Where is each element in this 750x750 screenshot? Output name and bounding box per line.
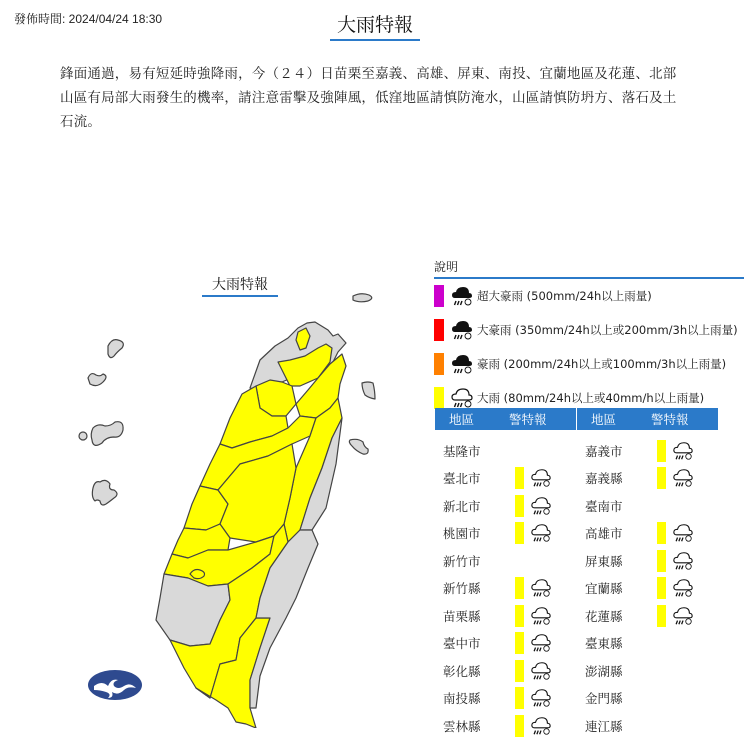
heavy-rain-icon [530, 577, 552, 599]
warning-cell [515, 522, 552, 544]
warning-map [60, 268, 390, 728]
region-name: 桃園市 [443, 526, 481, 542]
legend-item-extremely-torrential [434, 279, 744, 313]
region-name: 臺北市 [443, 471, 481, 487]
region-name: 澎湖縣 [585, 663, 623, 679]
legend-swatch [434, 353, 444, 375]
region-name: 臺南市 [585, 498, 623, 514]
heavy-rain-swatch [657, 577, 666, 599]
table-row [577, 492, 718, 520]
torrential-rain-icon [450, 318, 474, 342]
legend-label: 大豪雨 (350mm/24h以上或200mm/3h以上雨量) [477, 323, 738, 337]
legend [434, 258, 744, 415]
table-row [435, 630, 576, 658]
table-header [435, 408, 576, 430]
warning-cell [657, 440, 694, 462]
cwa-logo [88, 670, 142, 700]
table-row [435, 520, 576, 548]
heavy-rain-icon [530, 605, 552, 627]
legend-swatch [434, 387, 444, 409]
warning-cell [657, 467, 694, 489]
region-name: 宜蘭縣 [585, 581, 623, 597]
legend-swatch [434, 285, 444, 307]
table-row [577, 547, 718, 575]
table-row [577, 630, 718, 658]
extremely-heavy-rain-icon [450, 352, 474, 376]
table-row [577, 657, 718, 685]
header-warning: 警特報 [651, 412, 689, 427]
heavy-rain-swatch [515, 495, 524, 517]
heavy-rain-swatch [657, 605, 666, 627]
table-row [435, 685, 576, 713]
table-row [577, 685, 718, 713]
region-table-left [435, 408, 576, 740]
issue-time: 發佈時間: 2024/04/24 18:30 [14, 12, 163, 26]
legend-item-torrential [434, 313, 744, 347]
warning-cell [657, 605, 694, 627]
region-name: 雲林縣 [443, 718, 481, 734]
heavy-rain-icon [530, 467, 552, 489]
region-table-right [577, 408, 718, 740]
heavy-rain-icon [530, 660, 552, 682]
warning-description: 鋒面通過，易有短延時強降雨，今（２４）日苗栗至嘉義、高雄、屏東、南投、宜蘭地區及花蓮、北部山區有局部大雨發生的機率，請注意雷擊及強陣風，低窪地區請慎防淹水，山區請慎防坍方、落石及土石流。 [60, 66, 677, 130]
warning-cell [515, 660, 552, 682]
island-penghu-5 [92, 480, 117, 505]
table-row [435, 437, 576, 465]
island-penghu-2 [88, 374, 106, 386]
heavy-rain-icon [672, 550, 694, 572]
taiwan-map-svg [60, 268, 390, 728]
warning-cell [515, 605, 552, 627]
region-name: 新竹縣 [443, 581, 481, 597]
warning-cell [515, 632, 552, 654]
heavy-rain-icon [672, 440, 694, 462]
heavy-rain-swatch [657, 550, 666, 572]
table-row [577, 575, 718, 603]
heavy-rain-swatch [515, 605, 524, 627]
table-row [435, 602, 576, 630]
warning-cell [657, 550, 694, 572]
page-title: 大雨特報 [330, 10, 420, 41]
island-pengjia [353, 294, 372, 302]
table-row [577, 712, 718, 740]
region-name: 新竹市 [443, 553, 481, 569]
header-region: 地區 [449, 412, 475, 427]
heavy-rain-swatch [657, 440, 666, 462]
region-name: 苗栗縣 [443, 608, 481, 624]
legend-label: 豪雨 (200mm/24h以上或100mm/3h以上雨量) [477, 357, 727, 371]
heavy-rain-swatch [657, 467, 666, 489]
region-name: 新北市 [443, 498, 481, 514]
region-name: 花蓮縣 [585, 608, 623, 624]
heavy-rain-swatch [515, 632, 524, 654]
legend-swatch [434, 319, 444, 341]
header-warning: 警特報 [509, 412, 547, 427]
island-penghu-3 [79, 432, 87, 440]
table-row [435, 657, 576, 685]
heavy-rain-icon [672, 522, 694, 544]
table-row [435, 547, 576, 575]
heavy-rain-icon [450, 386, 474, 410]
heavy-rain-icon [530, 495, 552, 517]
heavy-rain-swatch [515, 715, 524, 737]
heavy-rain-icon [672, 605, 694, 627]
region-name: 連江縣 [585, 718, 623, 734]
table-body [435, 437, 576, 740]
region-name: 彰化縣 [443, 663, 481, 679]
legend-label: 超大豪雨 (500mm/24h以上雨量) [477, 289, 652, 303]
heavy-rain-swatch [515, 467, 524, 489]
warning-cell [515, 577, 552, 599]
region-name: 南投縣 [443, 691, 481, 707]
heavy-rain-swatch [515, 687, 524, 709]
warning-cell [515, 687, 552, 709]
table-header [577, 408, 718, 430]
region-name: 嘉義縣 [585, 471, 623, 487]
warning-cell [515, 467, 552, 489]
table-row [435, 712, 576, 740]
region-name: 金門縣 [585, 691, 623, 707]
table-row [435, 492, 576, 520]
legend-item-extremely-heavy [434, 347, 744, 381]
island-penghu-1 [108, 340, 123, 358]
island-penghu-4 [91, 422, 123, 446]
warning-cell [657, 577, 694, 599]
region-name: 臺中市 [443, 636, 481, 652]
heavy-rain-swatch [515, 522, 524, 544]
header-region: 地區 [591, 412, 617, 427]
island-green [362, 382, 375, 399]
table-row [577, 437, 718, 465]
legend-label: 大雨 (80mm/24h以上或40mm/h以上雨量) [477, 391, 705, 405]
heavy-rain-icon [530, 522, 552, 544]
table-row [435, 575, 576, 603]
table-body [577, 437, 718, 740]
table-row [435, 465, 576, 493]
heavy-rain-icon [672, 577, 694, 599]
region-name: 屏東縣 [585, 553, 623, 569]
warning-cell [657, 522, 694, 544]
region-name: 臺東縣 [585, 636, 623, 652]
heavy-rain-swatch [515, 660, 524, 682]
island-orchid [349, 439, 368, 454]
legend-title: 說明 [434, 258, 744, 279]
warning-cell [515, 715, 552, 737]
heavy-rain-icon [530, 632, 552, 654]
region-name: 嘉義市 [585, 443, 623, 459]
region-name: 基隆市 [443, 443, 481, 459]
heavy-rain-swatch [657, 522, 666, 544]
extremely-torrential-rain-icon [450, 284, 474, 308]
heavy-rain-swatch [515, 577, 524, 599]
heavy-rain-icon [530, 687, 552, 709]
heavy-rain-icon [672, 467, 694, 489]
table-row [577, 602, 718, 630]
table-row [577, 465, 718, 493]
region-name: 高雄市 [585, 526, 623, 542]
warning-cell [515, 495, 552, 517]
heavy-rain-icon [530, 715, 552, 737]
table-row [577, 520, 718, 548]
map-title: 大雨特報 [202, 274, 278, 297]
